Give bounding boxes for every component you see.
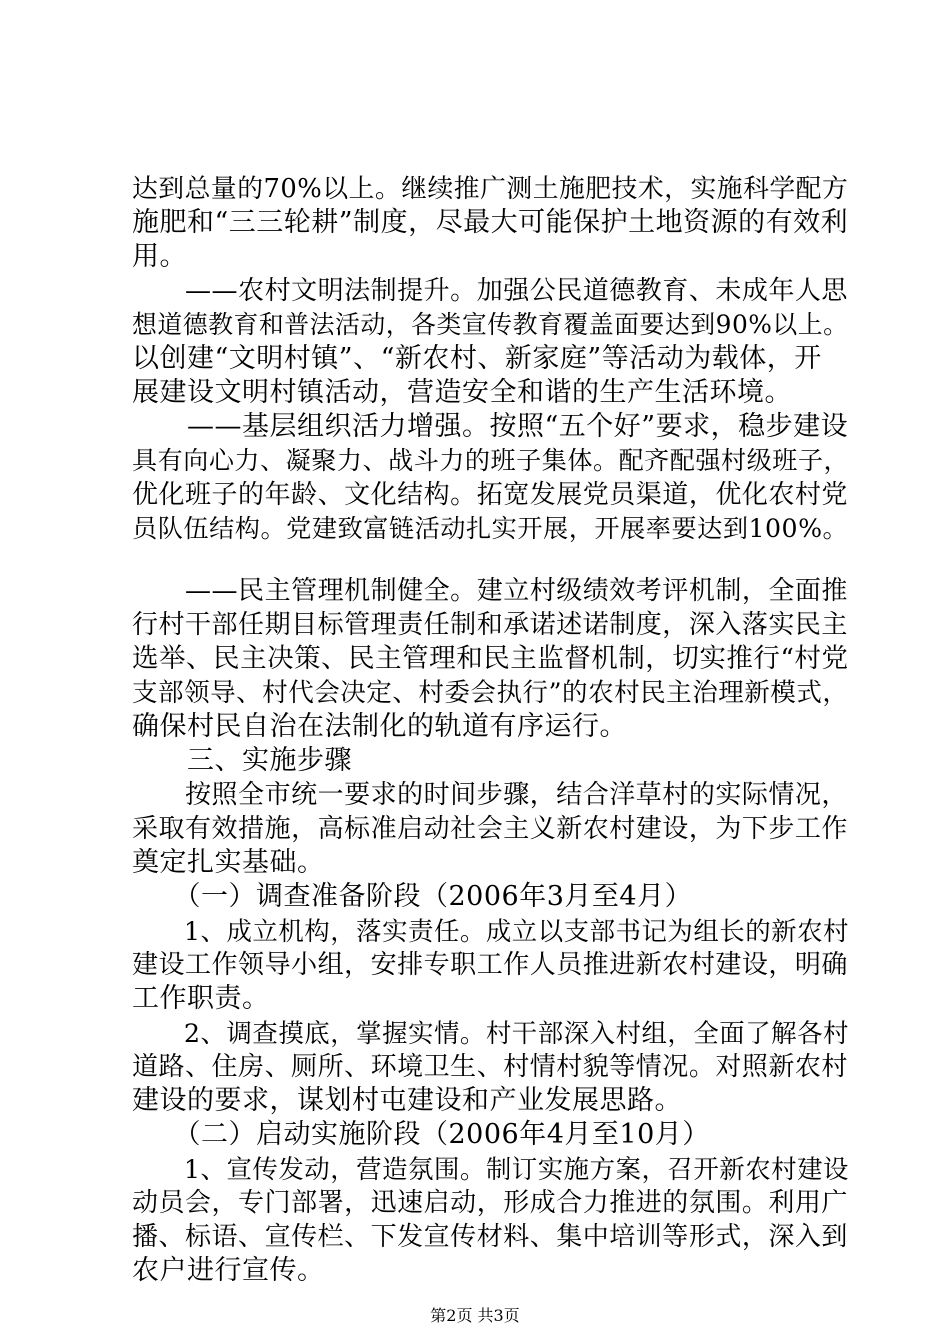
body-text-line: 道路、住房、厕所、环境卫生、村情村貌等情况。对照新农村 <box>132 1052 848 1082</box>
body-text-line: 农户进行宣传。 <box>132 1255 325 1286</box>
body-text-line: 确保村民自治在法制化的轨道有序运行。 <box>132 711 627 742</box>
body-text-line: 按照全市统一要求的时间步骤，结合洋草村的实际情况， <box>132 780 848 810</box>
body-text-line: ——基层组织活力增强。按照“五个好”要求，稳步建设 <box>132 411 849 442</box>
body-text-line: 选举、民主决策、民主管理和民主监督机制，切实推行“村党 <box>132 643 849 674</box>
body-text-line: 建设的要求，谋划村屯建设和产业发展思路。 <box>132 1085 682 1116</box>
body-text-line: 行村干部任期目标管理责任制和承诺述诺制度，深入落实民主 <box>132 610 848 640</box>
body-text-line: 具有向心力、凝聚力、战斗力的班子集体。配齐配强村级班子， <box>132 446 850 475</box>
subsection-heading: （一）调查准备阶段（2006年3月至4月） <box>132 881 693 912</box>
body-text-line: 优化班子的年龄、文化结构。拓宽发展党员渠道，优化农村党 <box>132 480 848 510</box>
body-text-line: 播、标语、宣传栏、下发宣传材料、集中培训等形式，深入到 <box>132 1222 848 1252</box>
section-heading: 三、实施步骤 <box>132 745 352 776</box>
body-text-line: 展建设文明村镇活动，营造安全和谐的生产生活环境。 <box>132 377 792 408</box>
subsection-heading: （二）启动实施阶段（2006年4月至10月） <box>132 1119 710 1150</box>
body-text-line: ——农村文明法制提升。加强公民道德教育、未成年人思 <box>132 276 848 306</box>
body-text-line: 动员会，专门部署，迅速启动，形成合力推进的氛围。利用广 <box>132 1188 848 1218</box>
body-text-line: 工作职责。 <box>132 983 270 1014</box>
body-text-line: ——民主管理机制健全。建立村级绩效考评机制，全面推 <box>132 576 848 606</box>
body-text-line: 施肥和“三三轮耕”制度，尽最大可能保护土地资源的有效利 <box>132 207 849 238</box>
body-text-line: 想道德教育和普法活动，各类宣传教育覆盖面要达到90%以上。 <box>132 310 849 339</box>
body-text-line: 1、宣传发动，营造氛围。制订实施方案，召开新农村建设 <box>132 1154 849 1184</box>
body-text-line: 员队伍结构。党建致富链活动扎实开展，开展率要达到100%。 <box>132 514 849 543</box>
body-text-line: 采取有效措施，高标准启动社会主义新农村建设，为下步工作 <box>132 814 848 844</box>
body-text-line: 奠定扎实基础。 <box>132 847 325 878</box>
page-footer: 第2页 共3页 <box>430 1306 520 1325</box>
body-text-line: 用。 <box>132 241 187 272</box>
body-text-line: 达到总量的70%以上。继续推广测土施肥技术，实施科学配方 <box>132 174 849 204</box>
body-text-line: 以创建“文明村镇”、“新农村、新家庭”等活动为载体，开 <box>132 343 822 374</box>
body-text-line: 建设工作领导小组，安排专职工作人员推进新农村建设，明确 <box>132 950 848 980</box>
body-text-line: 2、调查摸底，掌握实情。村干部深入村组，全面了解各村 <box>132 1018 849 1048</box>
body-text-line: 1、成立机构，落实责任。成立以支部书记为组长的新农村 <box>132 916 849 946</box>
body-text-line: 支部领导、村代会决定、村委会执行”的农村民主治理新模式， <box>132 678 849 708</box>
